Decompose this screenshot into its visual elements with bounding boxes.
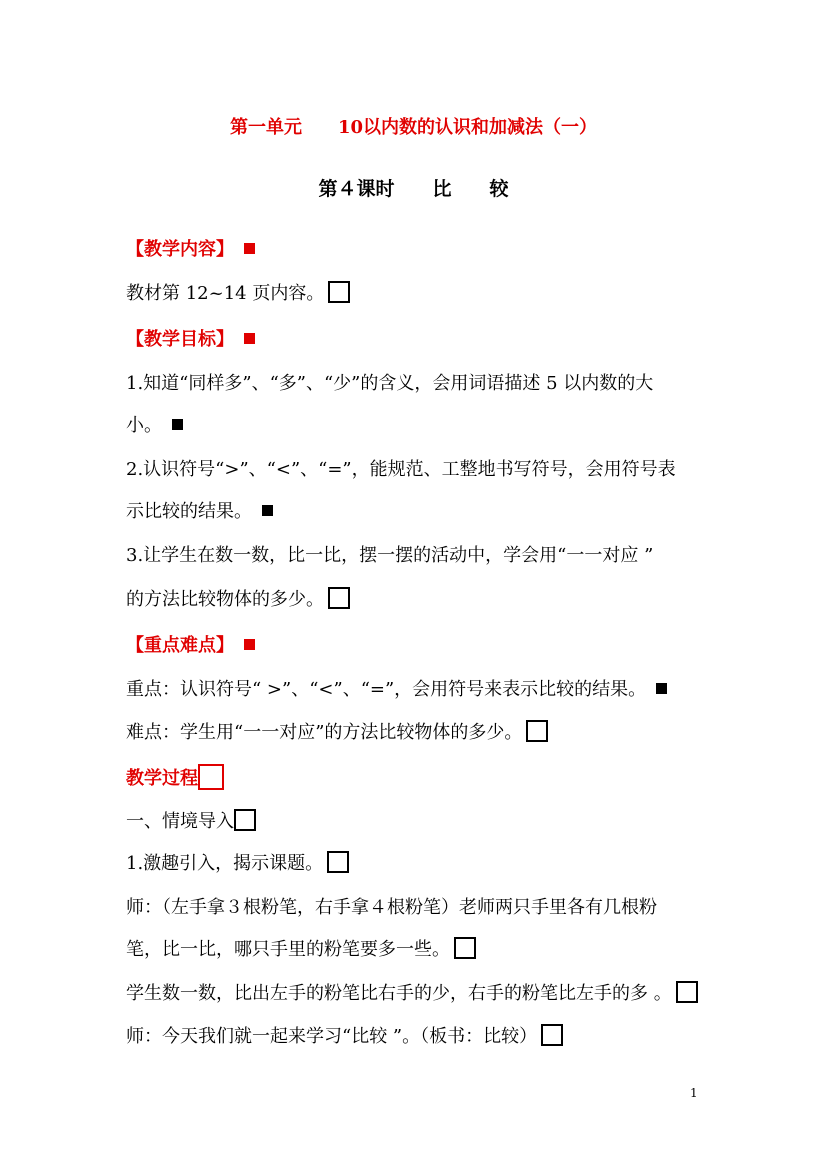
step1-1: 1.激趣引入，揭示课题。 xyxy=(126,852,349,876)
checkbox-icon xyxy=(234,809,256,831)
teacher1-line2: 笔，比一比，哪只手里的粉笔要多一些。 xyxy=(126,938,476,962)
checkbox-icon xyxy=(327,851,349,873)
process-heading: 教学过程 xyxy=(126,766,224,792)
goal2-line1: 2.认识符号“>”、“<”、“=”，能规范、工整地书写符号，会用符号表 xyxy=(126,459,676,480)
goal3-line1: 3.让学生在数一数，比一比，摆一摆的活动中，学会用“一一对应 ” xyxy=(126,545,654,566)
goal1-line2: 小。 xyxy=(126,414,183,438)
checkbox-icon xyxy=(541,1024,563,1046)
student1: 学生数一数，比出左手的粉笔比右手的少，右手的粉笔比左手的多 。 xyxy=(126,982,698,1006)
content-heading: 【教学内容】 xyxy=(126,238,255,262)
goal3-line2: 的方法比较物体的多少。 xyxy=(126,588,350,612)
goal1-line1: 1.知道“同样多”、“多”、“少”的含义，会用词语描述 5 以内数的大 xyxy=(126,373,654,394)
black-square-icon xyxy=(172,419,183,430)
checkbox-icon xyxy=(328,281,350,303)
goals-heading: 【教学目标】 xyxy=(126,328,255,352)
black-square-icon xyxy=(262,505,273,516)
step1: 一、情境导入 xyxy=(126,810,256,834)
checkbox-icon xyxy=(676,981,698,1003)
checkbox-icon xyxy=(328,587,350,609)
unit-title: 第一单元 10以内数的认识和加减法（一） xyxy=(229,117,598,138)
lesson-title: 第４课时 比 较 xyxy=(318,178,509,200)
red-square-icon xyxy=(244,243,255,254)
page-number: 1 xyxy=(690,1086,698,1100)
key-heading: 【重点难点】 xyxy=(126,634,255,658)
key-point: 重点：认识符号“ >”、“<”、“=”，会用符号来表示比较的结果。 xyxy=(126,678,667,702)
red-checkbox-icon xyxy=(198,764,224,790)
difficult-point: 难点：学生用“一一对应”的方法比较物体的多少。 xyxy=(126,721,548,745)
teacher2: 师：今天我们就一起来学习“比较 ”。（板书：比较） xyxy=(126,1025,563,1049)
checkbox-icon xyxy=(526,720,548,742)
content-text: 教材第 12~14 页内容。 xyxy=(126,282,350,306)
red-square-icon xyxy=(244,639,255,650)
red-square-icon xyxy=(244,333,255,344)
black-square-icon xyxy=(656,683,667,694)
goal2-line2: 示比较的结果。 xyxy=(126,500,273,524)
teacher1-line1: 师：（左手拿３根粉笔，右手拿４根粉笔）老师两只手里各有几根粉 xyxy=(126,897,657,918)
checkbox-icon xyxy=(454,937,476,959)
